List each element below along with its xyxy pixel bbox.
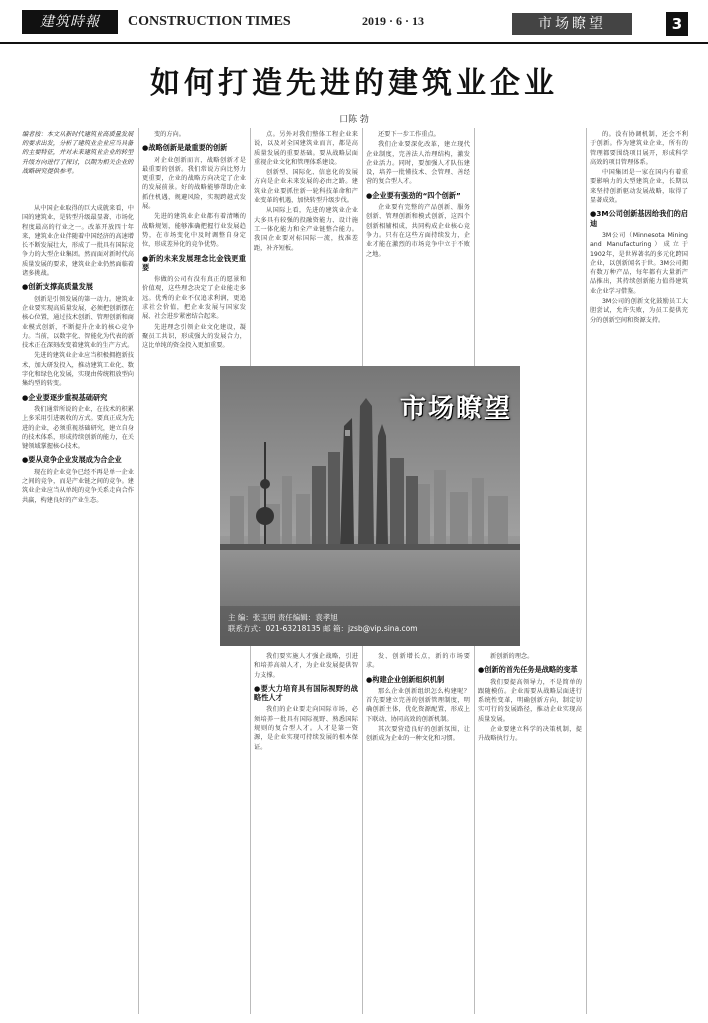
skyline-photo (220, 366, 520, 646)
section-heading: ●构建企业创新组织机制 (366, 674, 445, 684)
paragraph: 其次要营造良好的创新氛围，让创新成为企业的一种文化和习惯。 (366, 726, 470, 743)
section-heading: ●3M公司创新基因给我们的启迪 (590, 209, 688, 228)
column-divider (138, 128, 139, 1014)
paragraph: 对企业创新而言，战略创新才是最重要的创新。我们常说方向比努力更重要，企业的战略方向决定了企业的发展前景。好的战略能够帮助企业抓住机遇，规避风险，实现跨越式发展。 (142, 156, 246, 211)
newspaper-name: CONSTRUCTION TIMES (128, 14, 291, 29)
section-heading: ●企业要逐步重视基础研究 (22, 392, 108, 402)
text-column-6 (254, 652, 358, 1014)
paragraph: 先进的建筑业企业应当积极拥抱新技术，加大研发投入，推动建筑工业化、数字化和绿色化发展，实现由传统粗放型向集约型的转变。 (22, 352, 134, 388)
editor-credits: 主 编：张玉明 责任编辑：袁孝旭 (228, 613, 338, 622)
paragraph: 从中国企业取得的巨大成就来看，中国的建筑业，是转型升级最显著、市场化程度最高的行业之一。改革开放四十年来，建筑业企业伴随着中国经济的高速增长不断发展壮大，形成了一批具有国际竞争力的大型企业集团。然而面对新时代高质量发展的要求，建筑业企业仍然面临着诸多挑战。 (22, 205, 134, 278)
paragraph: 那么企业创新组织怎么构建呢？首先要建立完善的创新管理制度，明确创新主体，优化资源配置，形成上下联动、协同高效的创新机制。 (366, 687, 470, 723)
photo-caption (228, 612, 418, 634)
paragraph: 变的方向。 (154, 131, 185, 138)
paragraph: 先进的建筑业企业都有着清晰的战略规划，能够准确把握行业发展趋势，在市场变化中及时调整自身定位，形成差异化的竞争优势。 (142, 213, 246, 249)
article-author: 口陈 勃 (339, 115, 369, 125)
column-divider (586, 128, 587, 1014)
paragraph: 点。另外对我们整体工程企业来说，以及对全国建筑业而言，都是高质量发展的重要基础。要从战略层面重视企业文化和管理体系建设。 (254, 131, 358, 166)
paragraph: 3M公司（Minnesota Mining and Manufacturing）成立于1902年，是世界著名的多元化跨国企业，以创新闻名于世。3M公司拥有数万种产品，每年都有大量新产品推出，其持续创新能力值得建筑业企业学习借鉴。 (590, 231, 688, 295)
paragraph: 我们企业要深化改革，建立现代企业制度，完善法人治理结构，激发企业活力。同时，要加强人才队伍建设，培养一批懂技术、会管理、善经营的复合型人才。 (366, 141, 470, 186)
page-number: 3 (666, 12, 688, 36)
section-heading: ●要大力培育具有国际视野的战略性人才 (254, 683, 358, 703)
section-heading: ●要从竞争企业发展成为合企业 (22, 455, 122, 465)
paragraph: 发、创新增长点，新的市场要求。 (366, 653, 470, 670)
paragraph: 的。没有协调机制，还会不利于创新。作为建筑业企业，所有的管理都要围绕项目展开，形成科学高效的项目管理体系。 (590, 131, 688, 166)
section-heading: ●创新支撑高质量发展 (22, 282, 93, 292)
contact-info: 联系方式：021-63218135 邮 箱：jzsb@vip.sina.com (228, 624, 418, 633)
paragraph: 我们通常所说的企业，在技术的积累上多采用引进吸收的方式。要真正成为先进的企业，必须重视基础研究，建立自身的技术体系，形成持续创新的能力，在关键领域掌握核心技术。 (22, 405, 134, 451)
paragraph: 新创新的理念。 (490, 653, 534, 660)
issue-date: 2019 · 6 · 13 (362, 14, 425, 28)
paragraph: 我们的企业要走向国际市场，必须培养一批具有国际视野、熟悉国际规则的复合型人才。人才是第一资源，是企业实现可持续发展的根本保证。 (254, 706, 358, 751)
paragraph: 现在的企业竞争已经不再是单一企业之间的竞争，而是产业链之间的竞争。建筑业企业应当从单纯的竞争关系走向合作共赢，构建良好的产业生态。 (22, 468, 134, 504)
article-title: 如何打造先进的建筑业企业 (150, 66, 558, 101)
paragraph: 创新是引领发展的第一动力。建筑业企业要实现高质量发展，必须把创新摆在核心位置，通过技术创新、管理创新和商业模式创新，不断提升企业的核心竞争力。当前，以数字化、智能化为代表的新技术正在深刻改变着建筑业的生产方式。 (22, 295, 134, 350)
paragraph: 你做的公司有没有真正的愿景和价值观，这些理念决定了企业能走多远。优秀的企业不仅追求利润，更追求社会价值，把企业发展与国家发展、社会进步紧密结合起来。 (142, 276, 246, 321)
text-column-7 (366, 652, 470, 1014)
paragraph: 创新型、国际化、信息化的发展方向是企业未来发展的必由之路。建筑业企业要抓住新一轮科技革命和产业变革的机遇，加快转型升级步伐。 (254, 169, 358, 205)
paragraph: 还要下一步工作重点。 (378, 131, 440, 138)
paragraph: 3M公司的创新文化鼓励员工大胆尝试，允许失败，为员工提供充分的创新空间和资源支持。 (590, 298, 688, 324)
paragraph: 我们要提高领导力，不是简单的跟随模仿。企业需要从战略层面进行系统性变革，明确创新方向，制定切实可行的发展路径，推动企业实现高质量发展。 (478, 678, 582, 723)
section-heading: ●创新的首先任务是战略的变革 (478, 665, 578, 675)
text-column-8 (478, 652, 582, 1014)
masthead (0, 0, 708, 44)
editor-note: 编者按：本文从新时代建筑业高质量发展的要求出发，分析了建筑业企业应当具备的主要特征，并对未来建筑业企业的转型升级方向进行了探讨，以期为相关企业的战略研究提供参考。 (22, 131, 134, 175)
paragraph: 企业要建立科学的决策机制，提升战略执行力。 (478, 726, 582, 743)
section-heading: ●新的未来发展理念比金钱更重要 (142, 253, 246, 272)
text-column-3 (254, 130, 358, 362)
paragraph: 从国际上看，先进的建筑业企业大多具有较强的投融资能力、设计施工一体化能力和全产业链整合能力。我国企业要对标国际一流，找准差距，补齐短板。 (254, 207, 358, 252)
paragraph: 中国集团是一家在国内有着重要影响力的大型建筑企业，长期以来坚持创新驱动发展战略，取得了显著成效。 (590, 169, 688, 205)
paragraph: 先进理念引领企业文化建设，凝聚员工共识，形成强大的发展合力，这比单纯的资金投入更加重要。 (142, 323, 246, 350)
text-column-1 (22, 204, 134, 1014)
text-column-5 (590, 130, 688, 1014)
section-label: 市场瞭望 (512, 13, 632, 35)
paragraph: 我们要实施人才强企战略，引进和培养高端人才，为企业发展提供智力支撑。 (254, 653, 358, 679)
section-heading: ●战略创新是最重要的创新 (142, 143, 228, 153)
newspaper-logo: 建筑時報 (22, 10, 118, 34)
paragraph: 企业要有完整的产品创新、服务创新、管理创新和模式创新，这四个创新相辅相成，共同构成企业核心竞争力。只有在这些方面持续发力，企业才能在激烈的市场竞争中立于不败之地。 (366, 204, 470, 258)
photo-overlay-title: 市场瞭望 (400, 394, 513, 424)
section-heading: ●企业要有强劲的“四个创新” (366, 190, 461, 200)
text-column-4 (366, 130, 470, 362)
